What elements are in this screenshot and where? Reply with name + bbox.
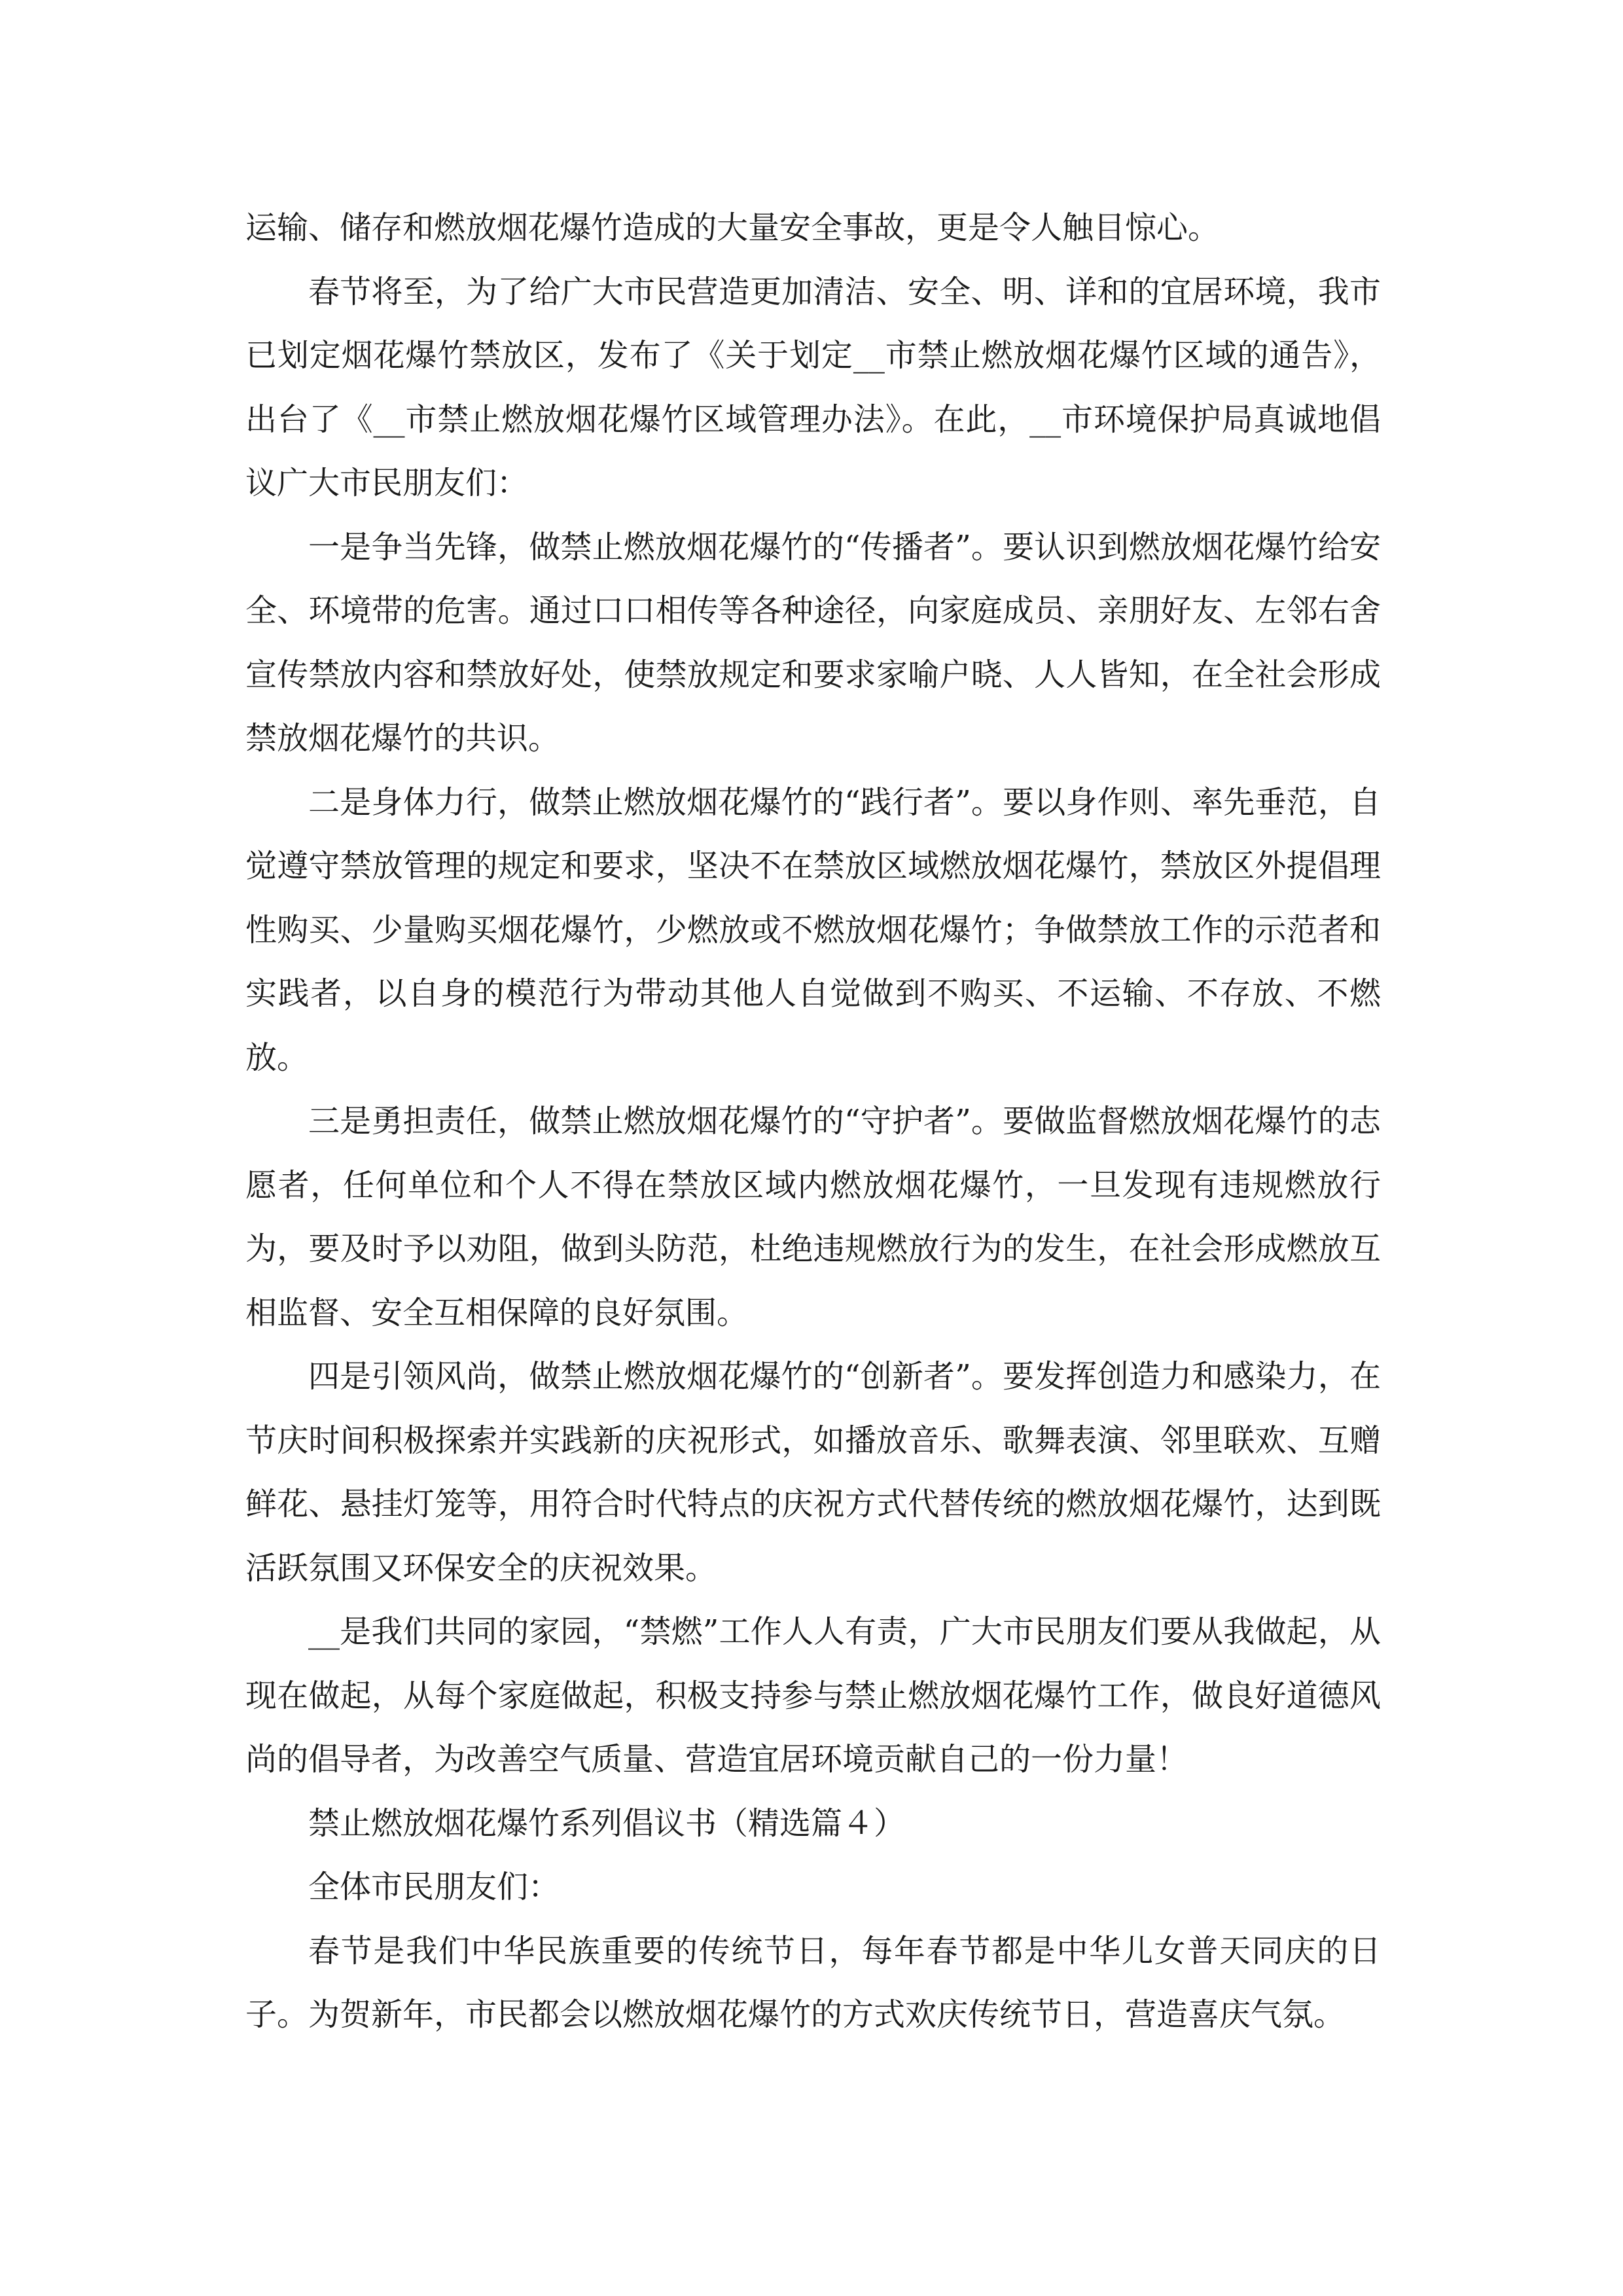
paragraph-closing: __是我们共同的家园，“禁燃”工作人人有责，广大市民朋友们要从我做起，从现在做起，从每个家庭做起，积极支持参与禁止燃放烟花爆竹工作，做良好道德风尚的倡导者，为改善空气质量、营造宜居环境贡献自己的一份力量！ (245, 1613, 1381, 1778)
paragraph-point-three: 三是勇担责任，做禁止燃放烟花爆竹的“守护者”。要做监督燃放烟花爆竹的志愿者，任何单位和个人不得在禁放区域内燃放烟花爆竹，一旦发现有违规燃放行为，要及时予以劝阻，做到头防范，杜绝违规燃放行为的发生，在社会形成燃放互相监督、安全互相保障的良好氛围。 (245, 1103, 1381, 1331)
paragraph-point-one: 一是争当先锋，做禁止燃放烟花爆竹的“传播者”。要认识到燃放烟花爆竹给安全、环境带的危害。通过口口相传等各种途径，向家庭成员、亲朋好友、左邻右舍宣传禁放内容和禁放好处，使禁放规定和要求家喻户晓、人人皆知，在全社会形成禁放烟花爆竹的共识。 (245, 528, 1381, 757)
paragraph-point-two: 二是身体力行，做禁止燃放烟花爆竹的“践行者”。要以身作则、率先垂范，自觉遵守禁放管理的规定和要求，坚决不在禁放区域燃放烟花爆竹，禁放区外提倡理性购买、少量购买烟花爆竹，少燃放或不燃放烟花爆竹；争做禁放工作的示范者和实践者，以自身的模范行为带动其他人自觉做到不购买、不运输、不存放、不燃放。 (245, 783, 1381, 1076)
paragraph-continuation: 运输、储存和燃放烟花爆竹造成的大量安全事故，更是令人触目惊心。 (245, 209, 1220, 246)
document-body (245, 196, 1381, 2047)
paragraph-intro: 春节将至，为了给广大市民营造更加清洁、安全、明、详和的宜居环境，我市已划定烟花爆竹禁放区，发布了《关于划定__市禁止燃放烟花爆竹区域的通告》，出台了《__市禁止燃放烟花爆竹区域管理办法》。在此，__市环境保护局真诚地倡议广大市民朋友们： (245, 273, 1381, 501)
paragraph-new-section: 春节是我们中华民族重要的传统节日，每年春节都是中华儿女普天同庆的日子。为贺新年，市民都会以燃放烟花爆竹的方式欢庆传统节日，营造喜庆气氛。 (245, 1932, 1381, 2033)
section-heading: 禁止燃放烟花爆竹系列倡议书（精选篇４） (308, 1804, 906, 1842)
salutation: 全体市民朋友们： (308, 1869, 560, 1905)
paragraph-point-four: 四是引领风尚，做禁止燃放烟花爆竹的“创新者”。要发挥创造力和感染力，在节庆时间积极探索并实践新的庆祝形式，如播放音乐、歌舞表演、邻里联欢、互赠鲜花、悬挂灯笼等，用符合时代特点的庆祝方式代替传统的燃放烟花爆竹，达到既活跃氛围又环保安全的庆祝效果。 (245, 1358, 1381, 1587)
